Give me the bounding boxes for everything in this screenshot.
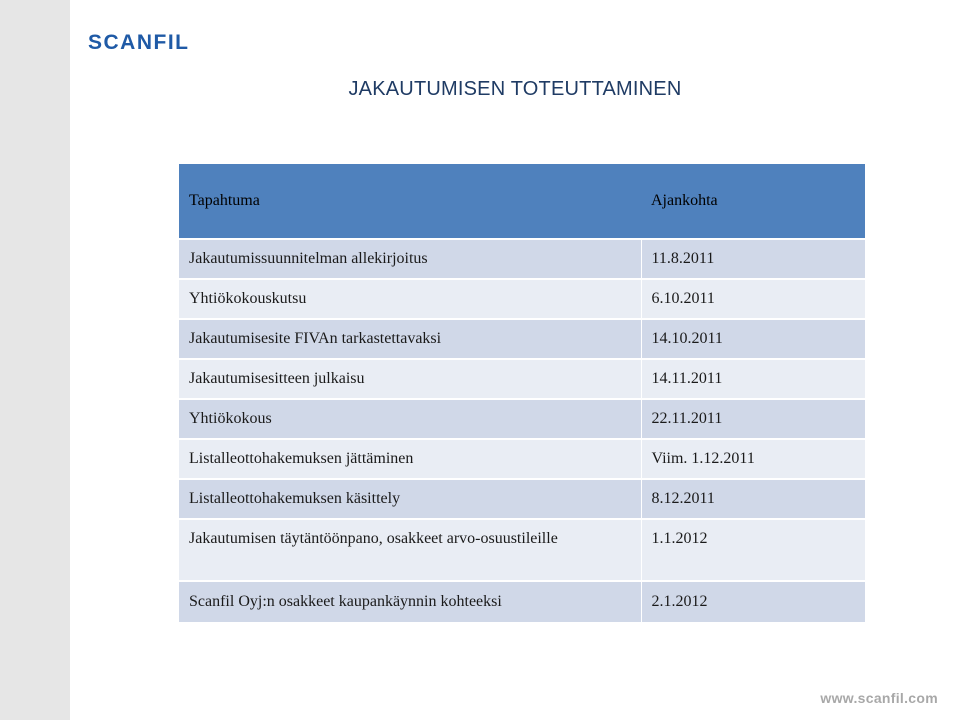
left-side-strip — [0, 0, 70, 720]
page-title: JAKAUTUMISEN TOTEUTTAMINEN — [348, 78, 682, 100]
table-row — [179, 239, 865, 279]
table-row — [179, 359, 865, 399]
date-cell: 1.1.2012 — [641, 519, 865, 581]
footer-url: www.scanfil.com — [820, 690, 938, 706]
column-header-date: Ajankohta — [641, 164, 865, 239]
event-cell: Yhtiökokous — [179, 399, 641, 439]
event-cell: Jakautumisesite FIVAn tarkastettavaksi — [179, 319, 641, 359]
schedule-table — [179, 164, 866, 624]
date-cell: 6.10.2011 — [641, 279, 865, 319]
column-header-event: Tapahtuma — [179, 164, 641, 239]
date-cell: 2.1.2012 — [641, 581, 865, 623]
date-cell: 8.12.2011 — [641, 479, 865, 519]
date-cell: 11.8.2011 — [641, 239, 865, 279]
table-row — [179, 399, 865, 439]
date-cell: 22.11.2011 — [641, 399, 865, 439]
table-header-row — [179, 164, 865, 239]
logo-text: SCANFIL — [88, 31, 190, 54]
table-row — [179, 479, 865, 519]
table-row — [179, 581, 865, 623]
table-row — [179, 319, 865, 359]
event-cell: Listalleottohakemuksen käsittely — [179, 479, 641, 519]
table-row — [179, 519, 865, 581]
event-cell: Scanfil Oyj:n osakkeet kaupankäynnin kohteeksi — [179, 581, 641, 623]
date-cell: Viim. 1.12.2011 — [641, 439, 865, 479]
table-row — [179, 439, 865, 479]
event-cell: Jakautumissuunnitelman allekirjoitus — [179, 239, 641, 279]
date-cell: 14.10.2011 — [641, 319, 865, 359]
event-cell: Jakautumisen täytäntöönpano, osakkeet arvo-osuustileille — [179, 519, 641, 581]
scanfil-logo — [88, 26, 208, 60]
event-cell: Jakautumisesitteen julkaisu — [179, 359, 641, 399]
event-cell: Listalleottohakemuksen jättäminen — [179, 439, 641, 479]
date-cell: 14.11.2011 — [641, 359, 865, 399]
event-cell: Yhtiökokouskutsu — [179, 279, 641, 319]
table-row — [179, 279, 865, 319]
